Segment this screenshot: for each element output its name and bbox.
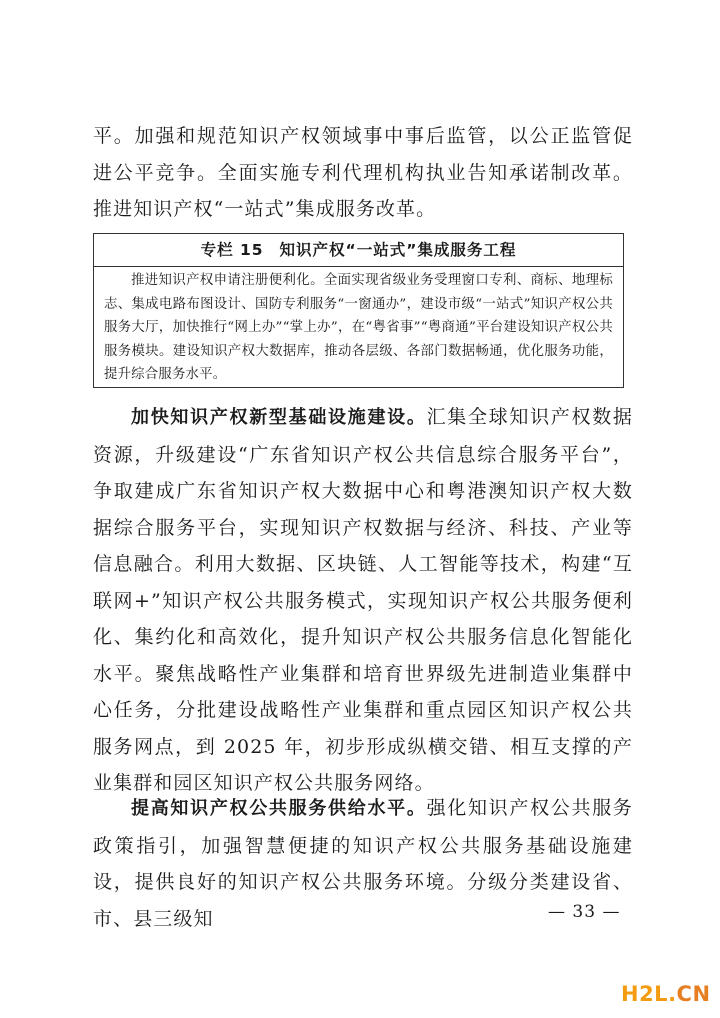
watermark-suffix: CN — [676, 982, 711, 1006]
feature-box-body: 推进知识产权申请注册便利化。全面实现省级业务受理窗口专利、商标、地理标志、集成电路布图设计、国防专利服务“一窗通办”，建设市级“一站式”知识产权公共服务大厅，加快推行“网上办”“掌上办”，在“粤省事”“粤商通”平台建设知识产权公共服务模块。建设知识产权大数据库，推动各层级、各部门数据畅通，优化服务功能，提升综合服务水平。 — [104, 273, 613, 382]
feature-box — [93, 233, 624, 388]
paragraph-2 — [93, 399, 633, 802]
paragraph-3-lead: 提高知识产权公共服务供给水平。 — [131, 798, 427, 819]
page-number: — 33 — — [548, 902, 621, 922]
paragraph-3-text: 强化知识产权公共服务政策指引，加强智慧便捷的知识产权公共服务基础设施建设，提供良好的知识产权公共服务环境。分级分类建设省、市、县三级知 — [93, 797, 633, 930]
paragraph-2-text: 汇集全球知识产权数据资源，升级建设“广东省知识产权公共信息综合服务平台”，争取建成广东省知识产权大数据中心和粤港澳知识产权大数据综合服务平台，实现知识产权数据与经济、科技、产业等信息融合。利用大数据、区块链、人工智能等技术，构建“互联网+”知识产权公共服务模式，实现知识产权公共服务便利化、集约化和高效化，提升知识产权公共服务信息化智能化水平。聚焦战略性产业集群和培育世界级先进制造业集群中心任务，分批建设战略性产业集群和重点园区知识产权公共服务网点，到 2025 年，初步形成纵横交错、相互支撑的产业集群和园区知识产权公共服务网络。 — [93, 406, 633, 794]
paragraph-1: 平。加强和规范知识产权领域事中事后监管，以公正监管促进公平竞争。全面实施专利代理机构执业告知承诺制改革。推进知识产权“一站式”集成服务改革。 — [93, 125, 633, 220]
feature-box-title — [94, 234, 623, 267]
watermark-main: H2L. — [621, 982, 677, 1006]
paragraph-2-lead: 加快知识产权新型基础设施建设。 — [131, 407, 427, 428]
watermark-logo — [621, 982, 711, 1006]
feature-box-label: 专栏 15 — [200, 241, 264, 259]
feature-box-heading: 知识产权“一站式”集成服务工程 — [279, 241, 517, 259]
